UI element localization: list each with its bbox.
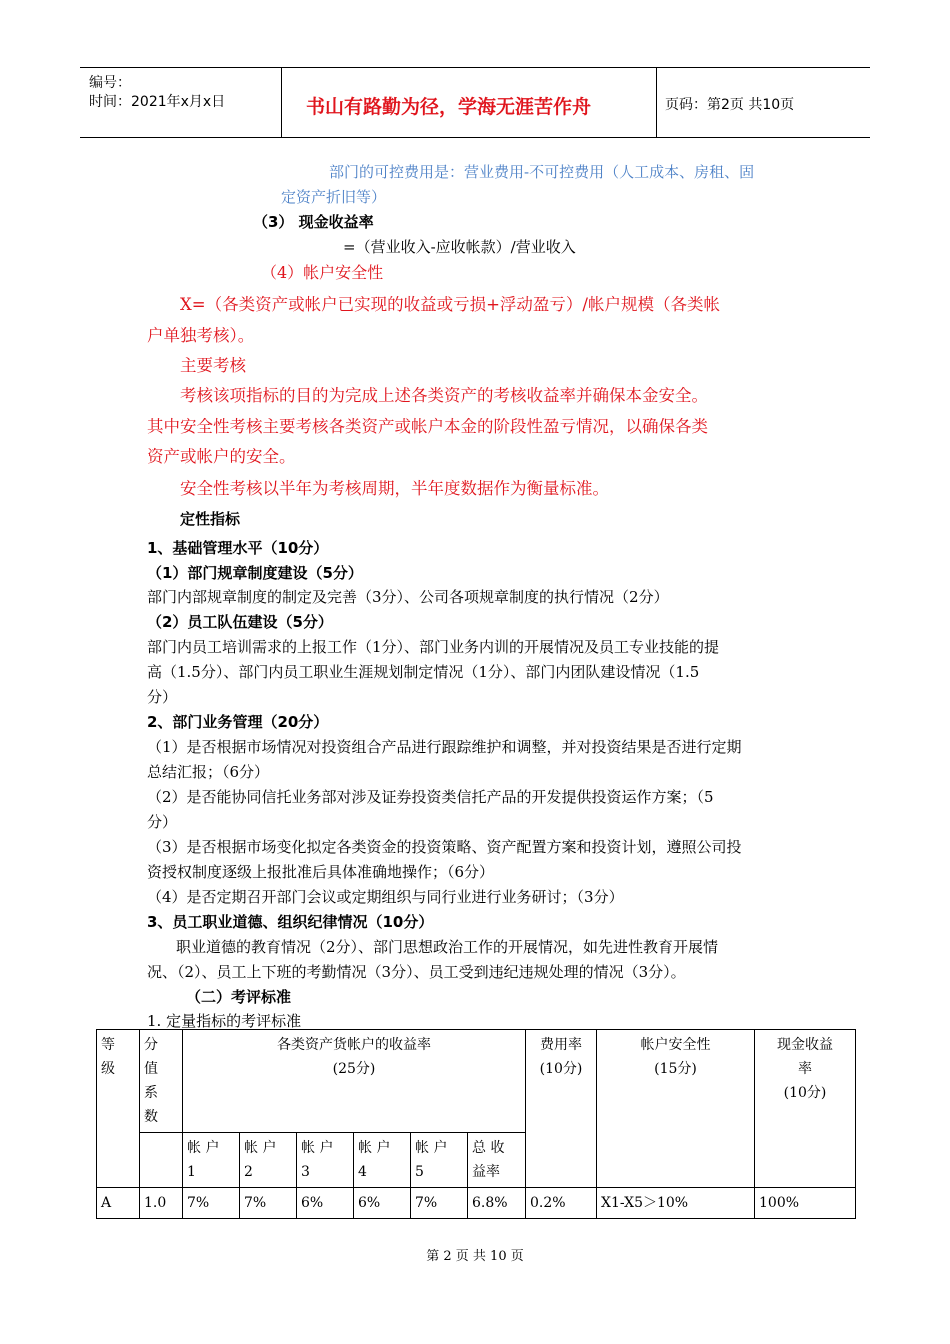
text-line: 其中安全性考核主要考核各类资产或帐户本金的阶段性盈亏情况，以确保各类 (147, 417, 708, 436)
table-row (97, 1188, 856, 1219)
header-account-4: 帐 户 4 (354, 1133, 411, 1188)
formula: X=（各类资产或帐户已实现的收益或亏损+浮动盈亏）/帐户规模（各类帐 (180, 295, 720, 314)
subsection-heading: （2）员工队伍建设（5分） (147, 613, 333, 631)
text-line: 资授权制度逐级上报批准后具体准确地操作；（6分） (147, 863, 495, 881)
text-line: 户单独考核）。 (147, 326, 255, 345)
text-line: 安全性考核以半年为考核周期，半年度数据作为衡量标准。 (180, 479, 609, 498)
section-heading: 3、员工职业道德、组织纪律情况（10分） (147, 913, 434, 931)
doc-time: 时间：2021年x月x日 (89, 94, 226, 110)
table-cell: X1-X5＞10% (597, 1188, 755, 1219)
table-cell: 100% (755, 1188, 856, 1219)
text-line: 部门内员工培训需求的上报工作（1分）、部门业务内训的开展情况及员工专业技能的提 (147, 638, 720, 656)
subsection-heading: （1）部门规章制度建设（5分） (147, 564, 363, 582)
header-divider (656, 68, 657, 137)
table-cell: 0.2% (526, 1188, 597, 1219)
section-heading: 主要考核 (180, 356, 246, 375)
item-heading: （3） 现金收益率 (253, 213, 374, 231)
criteria-table (96, 1029, 856, 1219)
text-line: 1. 定量指标的考评标准 (147, 1012, 302, 1030)
item-heading: （4）帐户安全性 (261, 263, 384, 282)
doc-number: 编号： (89, 75, 131, 91)
header-weight: 分 值 系 数 (140, 1030, 183, 1133)
table-cell: A (97, 1188, 140, 1219)
text-line: 定资产折旧等） (281, 188, 387, 206)
header-cash-return: 现金收益 率 (10分) (755, 1030, 856, 1188)
text-line: 部门的可控费用是：营业费用-不可控费用（人工成本、房租、固 (329, 163, 755, 181)
table-cell: 7% (240, 1188, 297, 1219)
section-heading: （二）考评标准 (186, 988, 292, 1006)
header-account-5: 帐 户 5 (411, 1133, 468, 1188)
table-cell: 7% (411, 1188, 468, 1219)
motto: 书山有路勤为径，学海无涯苦作舟 (306, 96, 592, 118)
text-line: 况、（2）、员工上下班的考勤情况（3分）、员工受到违纪违规处理的情况（3分）。 (147, 963, 686, 981)
text-line: 部门内部规章制度的制定及完善（3分）、公司各项规章制度的执行情况（2分） (147, 588, 669, 606)
table-cell: 1.0 (140, 1188, 183, 1219)
table-cell: 6% (354, 1188, 411, 1219)
text-line: （3）是否根据市场变化拟定各类资金的投资策略、资产配置方案和投资计划，遵照公司投 (147, 838, 742, 856)
header-account-safety: 帐户安全性 (15分) (597, 1030, 755, 1188)
page-code: 页码：第2页 共10页 (665, 97, 795, 113)
header-account-2: 帐 户 2 (240, 1133, 297, 1188)
header-account-3: 帐 户 3 (297, 1133, 354, 1188)
header-asset-returns: 各类资产货帐户的收益率 (25分) (183, 1030, 526, 1133)
text-line: 资产或帐户的安全。 (147, 447, 296, 466)
header-total-return: 总 收 益率 (468, 1133, 526, 1188)
text-line: 分） (147, 688, 178, 706)
page-header (80, 67, 870, 138)
header-grade: 等 级 (97, 1030, 140, 1188)
text-line: （1）是否根据市场情况对投资组合产品进行跟踪维护和调整，并对投资结果是否进行定期 (147, 738, 742, 756)
section-heading: 2、部门业务管理（20分） (147, 713, 329, 731)
text-line: 高（1.5分）、部门内员工职业生涯规划制定情况（1分）、部门内团队建设情况（1.5 (147, 663, 700, 681)
table-cell: 6% (297, 1188, 354, 1219)
text-line: （4）是否定期召开部门会议或定期组织与同行业进行业务研讨；（3分） (147, 888, 624, 906)
table-cell: 6.8% (468, 1188, 526, 1219)
text-line: 职业道德的教育情况（2分）、部门思想政治工作的开展情况，如先进性教育开展情 (176, 938, 719, 956)
text-line: （2）是否能协同信托业务部对涉及证券投资类信托产品的开发提供投资运作方案；（5 (147, 788, 714, 806)
section-heading: 1、基础管理水平（10分） (147, 539, 329, 557)
header-cost-rate: 费用率 (10分) (526, 1030, 597, 1188)
header-divider (281, 68, 282, 137)
formula: =（营业收入-应收帐款）/营业收入 (343, 238, 576, 256)
empty-cell (140, 1133, 183, 1188)
text-line: 考核该项指标的目的为完成上述各类资产的考核收益率并确保本金安全。 (180, 386, 708, 405)
table-cell: 7% (183, 1188, 240, 1219)
text-line: 总结汇报；（6分） (147, 763, 270, 781)
section-heading: 定性指标 (180, 510, 241, 528)
page-footer: 第 2 页 共 10 页 (426, 1249, 524, 1264)
text-line: 分） (147, 813, 178, 831)
header-account-1: 帐 户 1 (183, 1133, 240, 1188)
